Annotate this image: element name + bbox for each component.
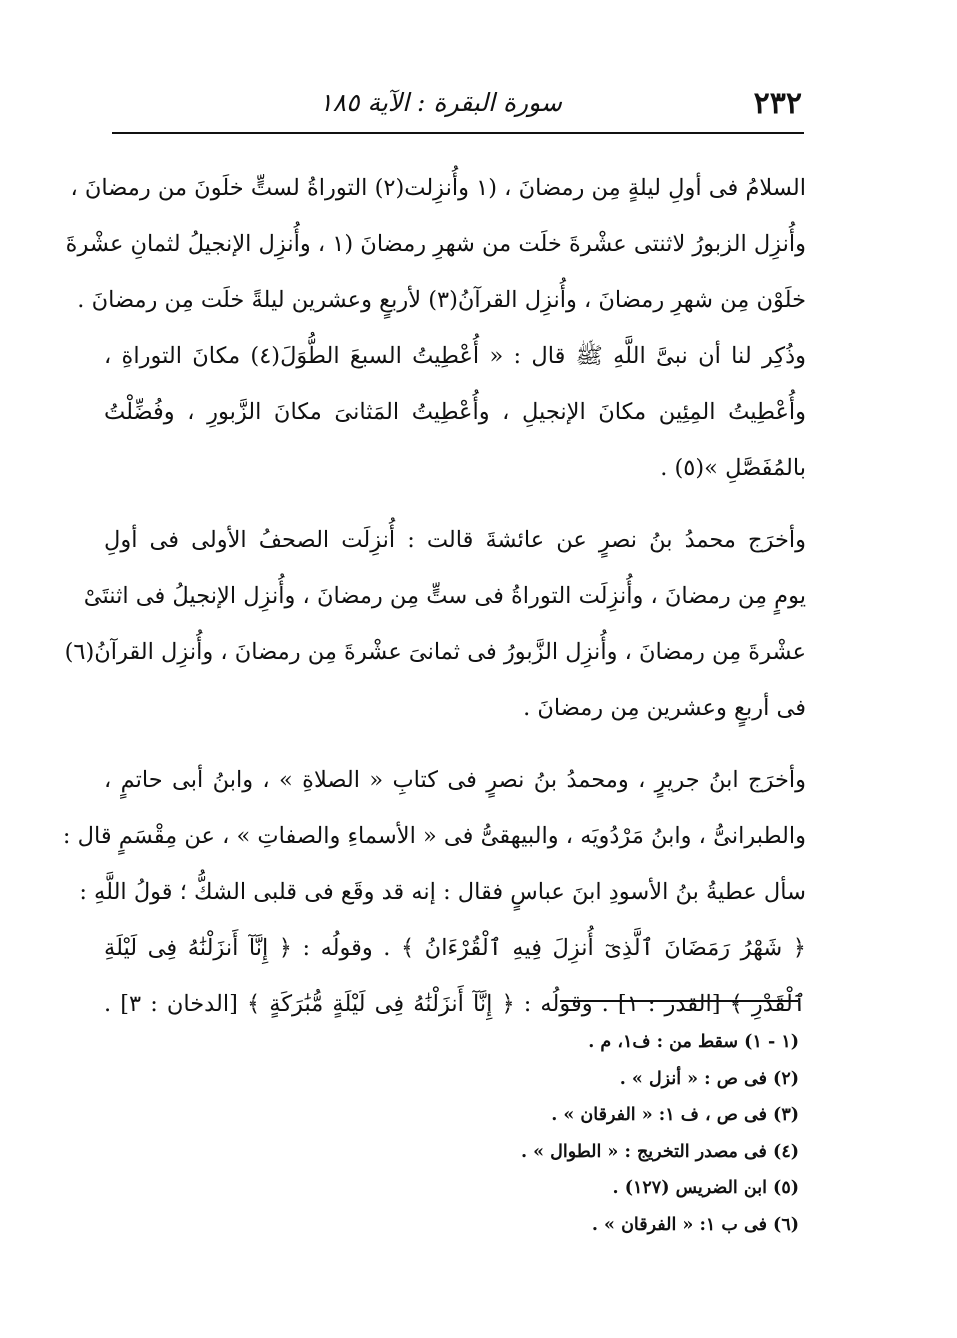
paragraph [62,752,806,1032]
paragraph-gap [104,736,806,752]
text-line: فى أربعٍ وعشرين مِن رمضانَ . [523,695,806,721]
footnote-rule [560,1000,798,1002]
text-line: السلامُ فى أولِ ليلةٍ مِن رمضانَ ، (١ وأُنزِلت(٢) التوراةُ لستٍّ خلَونَ من رمضانَ ، [70,175,806,201]
text-line: ٱلْقَدْرِ ﴾ [القدر : ١] . وقولُه : ﴿ إِنَّآ أَنزَلْنَٰهُ فِى لَيْلَةٍ مُّبَٰرَكَةٍ ﴾ [الدخان : ٣] . [104,991,806,1017]
paragraph [65,160,806,496]
text-line: والطبرانىُّ ، وابنُ مَرْدُويَه ، والبيهقىُّ فى « الأسماءِ والصفاتِ » ، عن مِقْسَمٍ قال : [62,823,806,849]
text-line: عشْرةَ مِن رمضانَ ، وأُنزِل الزَّبورُ فى ثمانىَ عشْرةَ مِن رمضانَ ، وأُنزِل القرآنُ(٦) [64,639,806,665]
text-line: وأُنزِل الزبورُ لاثنتى عشْرةَ خلَت من شهرِ رمضانَ (١ ، وأُنزِل الإنجيلُ لثمانِ عشْرةَ [65,231,806,257]
page-header [112,80,802,128]
page-number: ٢٣٢ [753,86,802,121]
paragraph [64,512,806,736]
text-line: يومٍ مِن رمضانَ ، وأُنزِلَت التوراةُ فى ستٍّ مِن رمضانَ ، وأُنزِل الإنجيلُ فى اثنتَىْ [83,583,806,609]
text-line: وأخرَج محمدُ بنُ نصرٍ عن عائشةَ قالت : أُنزِلَت الصحفُ الأولى فى أولِ [104,527,806,553]
footnote: (١ - ١) سقط من : ف١، م . [588,1032,799,1052]
text-line: سأل عطيةُ بنُ الأسودِ ابنَ عباسٍ فقال : إنه قد وقَع فى قلبى الشكُّ ؛ قولُ اللَّهِ : [79,879,806,905]
text-line: خلَوْن مِن شهرِ رمضانَ ، وأُنزِل القرآنُ(٣) لأربعٍ وعشرين ليلةً خلَت مِن رمضانَ . [77,287,806,313]
footnote: (٢) فى ص : « أنزل » . [619,1068,799,1089]
footnote: (٤) فى مصدر التخريج : « الطوال » . [520,1141,799,1162]
running-title: سورة البقرة : الآية ١٨٥ [319,88,562,117]
footnote: (٦) فى ب ١: « الفرقان » . [591,1214,799,1235]
text-line: وأُعْطِيتُ المِئِين مكانَ الإنجيلِ ، وأُعْطِيتُ المَثانىَ مكانَ الزَّبورِ ، وفُضِّلْتُ [104,399,806,425]
footnotes [379,1024,799,1243]
header-rule [112,132,804,134]
footnote: (٥) ابن الضريس (١٢٧) . [612,1178,799,1198]
paragraph-gap [104,496,806,512]
text-line: وأخرَج ابنُ جريرٍ ، ومحمدُ بنُ نصرٍ فى كتابِ « الصلاةِ » ، وابنُ أبى حاتمٍ ، [104,767,806,793]
footnote: (٣) فى ص ، ف ١: « الفرقان » . [551,1105,799,1125]
text-line: وذُكِر لنا أن نبىَّ اللَّهِ ﷺ قال : « أُعْطِيتُ السبعَ الطُّوَلَ(٤) مكانَ التوراةِ ، [104,343,806,369]
text-line: بالمُفَصَّلِ »(٥) . [660,455,806,481]
text-line: ﴿ شَهْرُ رَمَضَانَ ٱلَّذِىٓ أُنزِلَ فِيهِ ٱلْقُرْءَانُ ﴾ . وقولُه : ﴿ إِنَّآ أَنزَلْنَٰهُ فِى لَيْلَةِ [104,935,806,961]
body-text [62,160,806,1032]
